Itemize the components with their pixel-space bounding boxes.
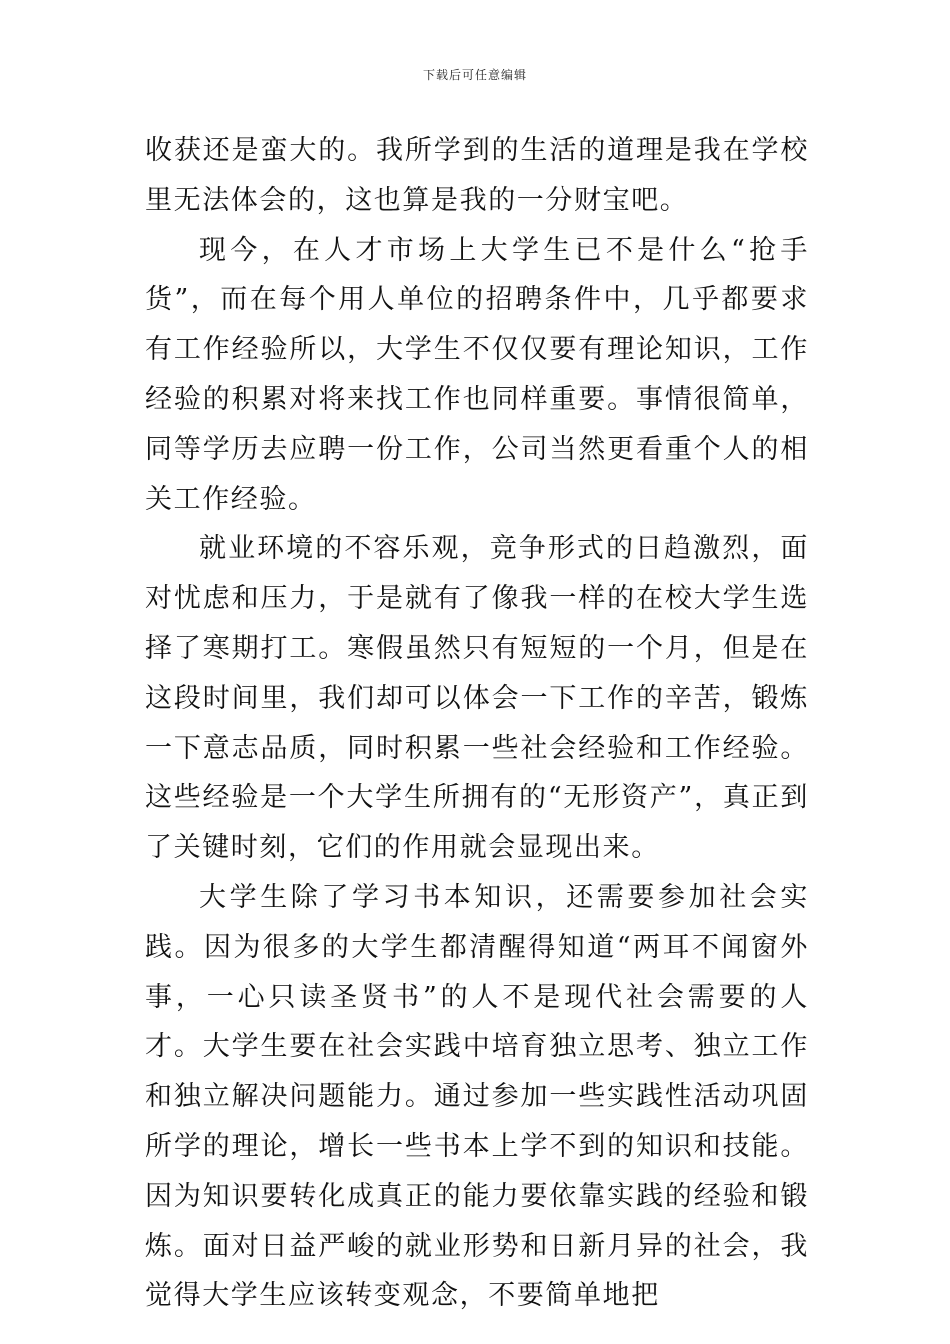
paragraph: 大学生除了学习书本知识，还需要参加社会实践。因为很多的大学生都清醒得知道“两耳不闻窗外事，一心只读圣贤书”的人不是现代社会需要的人才。大学生要在社会实践中培育独立思考、独立工作和独立解决问题能力。通过参加一些实践性活动巩固所学的理论，增长一些书本上学不到的知识和技能。因为知识要转化成真正的能力要依靠实践的经验和锻炼。面对日益严峻的就业形势和日新月异的社会，我觉得大学生应该转变观念，不要简单地把 (145, 881, 809, 1312)
document-body (145, 126, 809, 1321)
paragraph: 现今，在人才市场上大学生已不是什么“抢手货”，而在每个用人单位的招聘条件中，几乎都要求有工作经验所以，大学生不仅仅要有理论知识，工作经验的积累对将来找工作也同样重要。事情很简单，同等学历去应聘一份工作，公司当然更看重个人的相关工作经验。 (145, 234, 809, 515)
paragraph: 就业环境的不容乐观，竞争形式的日趋激烈，面对忧虑和压力，于是就有了像我一样的在校大学生选择了寒期打工。寒假虽然只有短短的一个月，但是在这段时间里，我们却可以体会一下工作的辛苦，锻炼一下意志品质，同时积累一些社会经验和工作经验。这些经验是一个大学生所拥有的“无形资产”，真正到了关键时刻，它们的作用就会显现出来。 (145, 533, 809, 864)
paragraph-continuation: 收获还是蛮大的。我所学到的生活的道理是我在学校里无法体会的，这也算是我的一分财宝吧。 (145, 135, 809, 216)
page-header: 下载后可任意编辑 (422, 68, 527, 82)
